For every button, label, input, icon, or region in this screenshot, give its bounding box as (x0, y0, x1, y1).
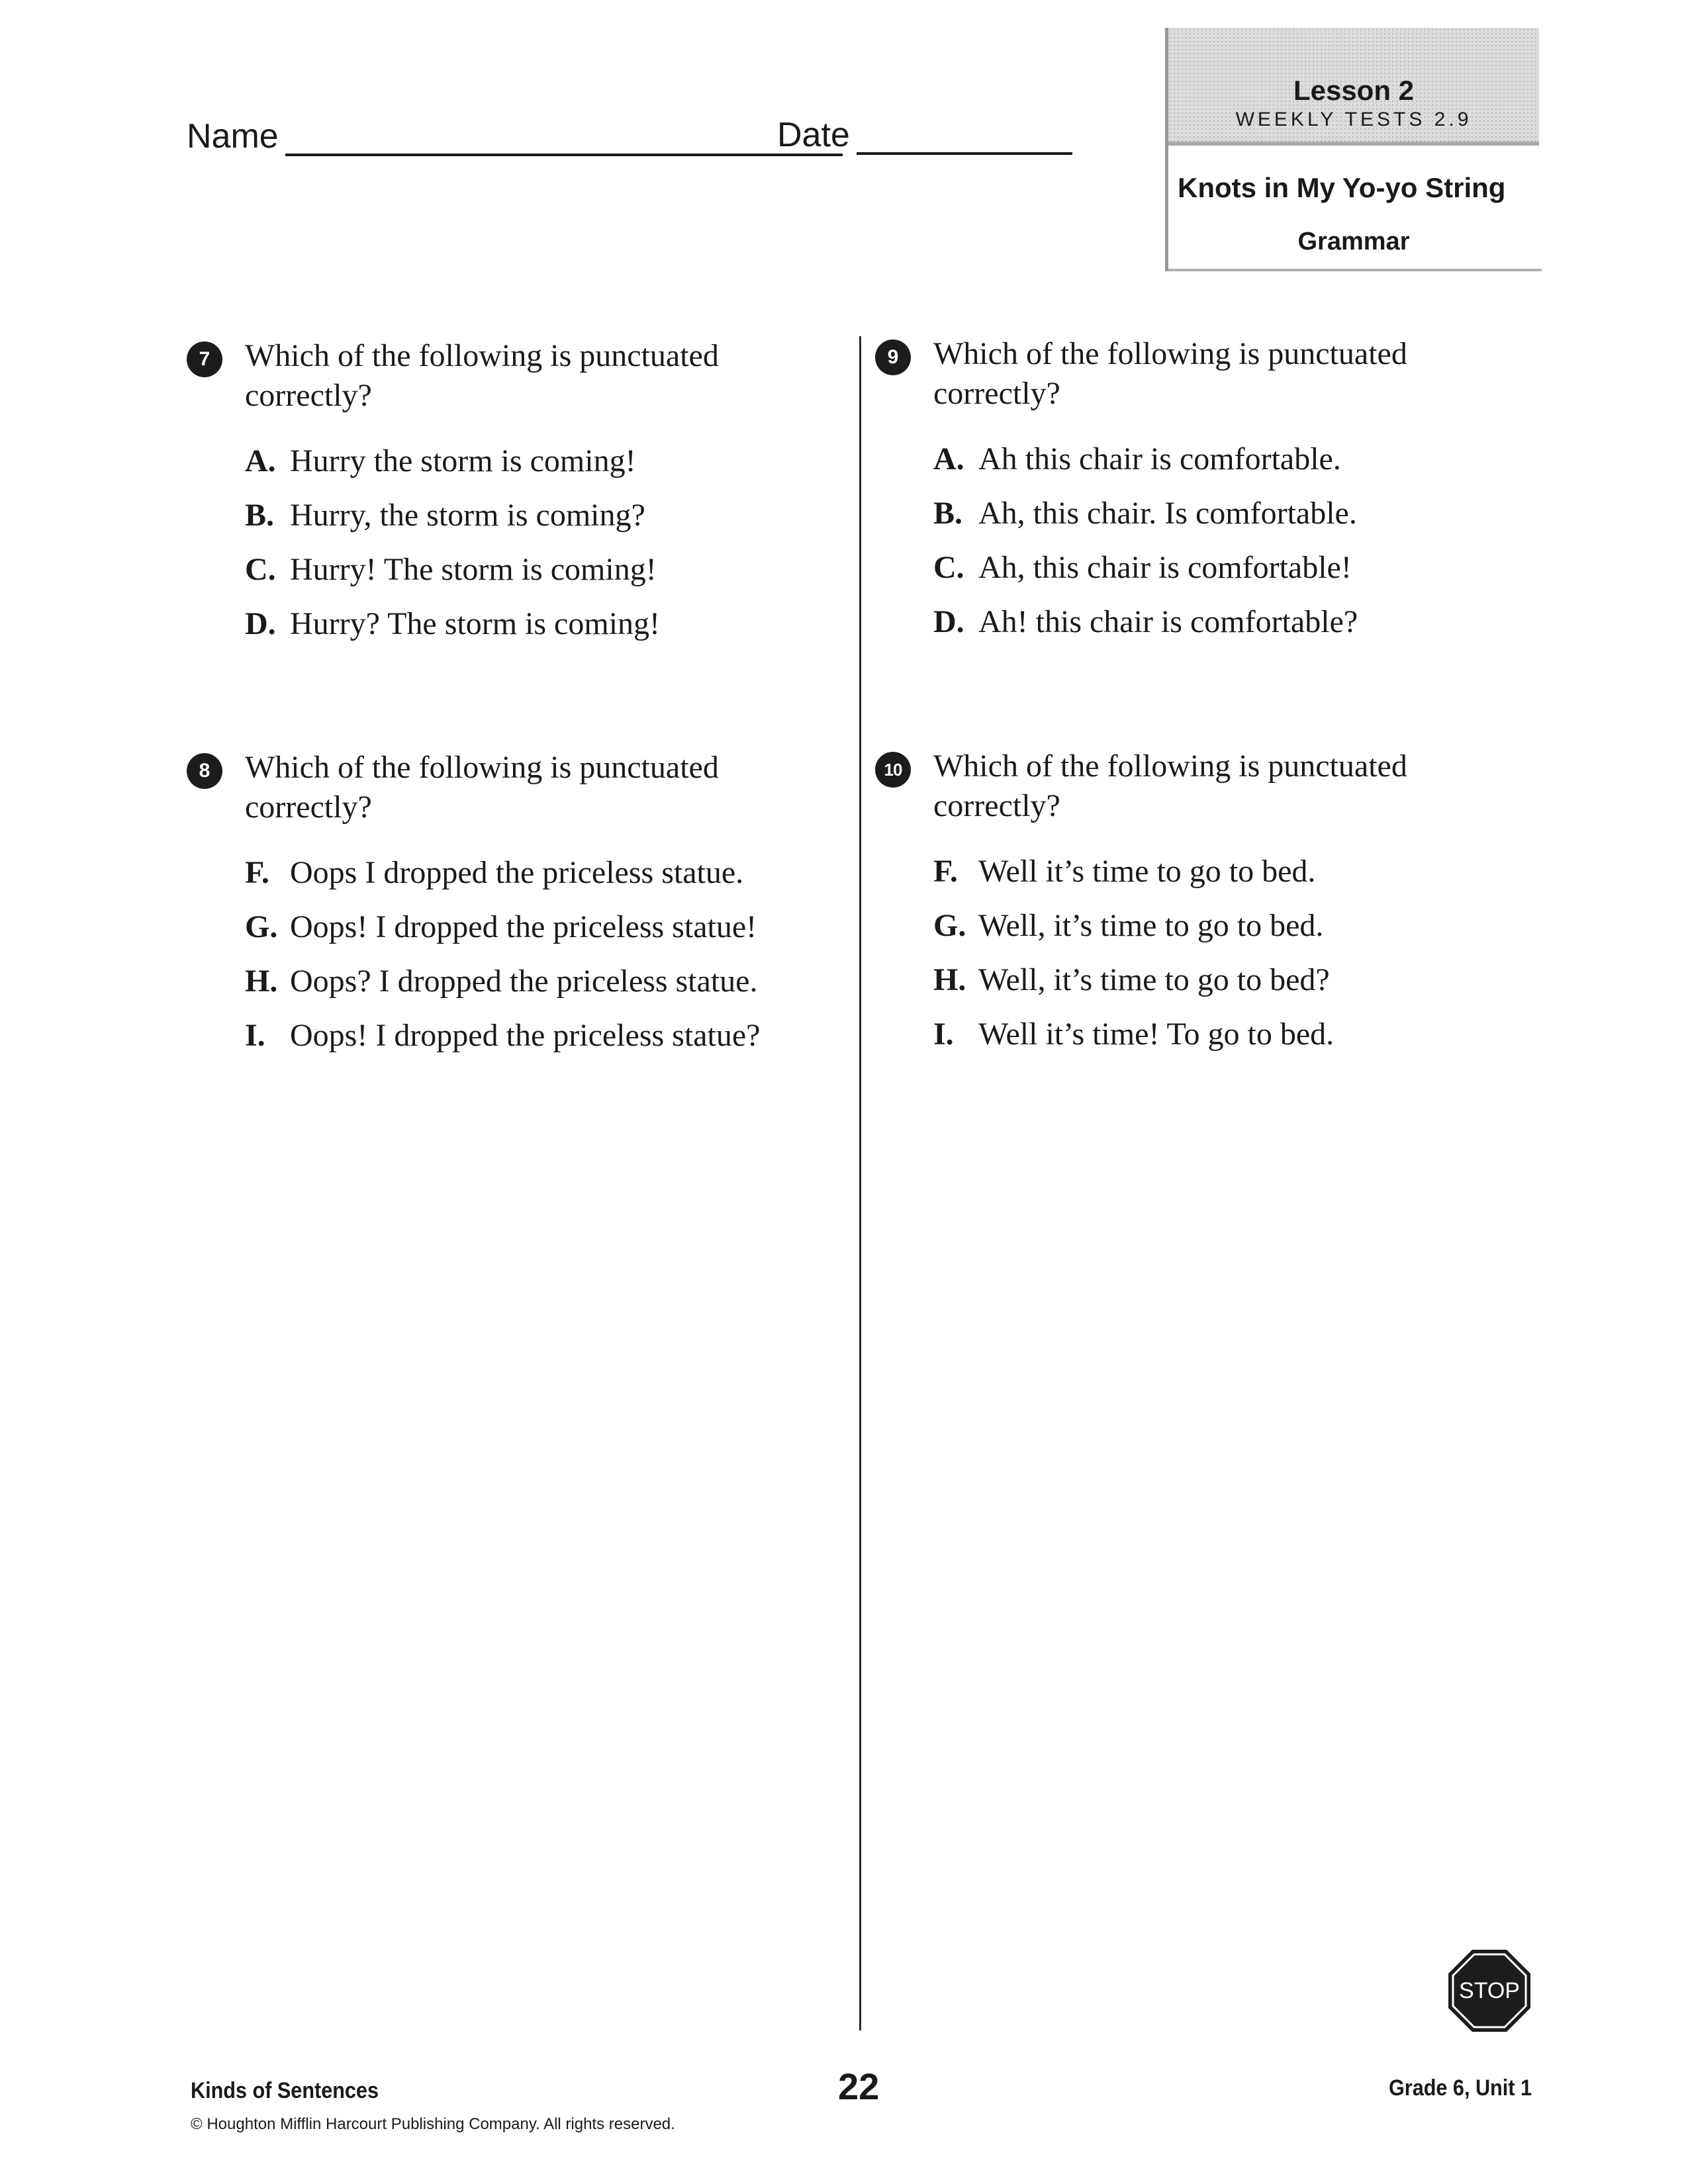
question-prompt: Which of the following is punctuated correctly? (933, 749, 1407, 823)
section-label: Grammar (1297, 228, 1410, 255)
answer-options (933, 432, 1511, 649)
answer-option-h[interactable]: H. Well, it’s time to go to bed? (933, 962, 1330, 997)
lesson-info-box (1165, 28, 1539, 271)
question-number-badge: 10 (875, 752, 911, 788)
lesson-header-band (1168, 28, 1539, 146)
question-number-badge: 7 (187, 341, 222, 377)
lesson-box-rule (1168, 269, 1542, 271)
question-number-badge: 9 (875, 340, 911, 375)
answer-option-g[interactable]: G. Well, it’s time to go to bed. (933, 908, 1324, 943)
answer-option-d[interactable]: D. Hurry? The storm is coming! (245, 606, 661, 641)
question-prompt: Which of the following is punctuated correctly? (245, 338, 719, 413)
answer-option-i[interactable]: I. Well it’s time! To go to bed. (933, 1017, 1335, 1052)
answer-option-f[interactable]: F. Well it’s time to go to bed. (933, 854, 1316, 889)
stop-sign-icon (1447, 1948, 1532, 2033)
answer-option-b[interactable]: B. Ah, this chair. Is comfortable. (933, 496, 1357, 531)
question-9 (875, 334, 1511, 649)
question-number-badge: 8 (187, 753, 222, 789)
question-prompt: Which of the following is punctuated correctly? (245, 750, 719, 825)
question-prompt: Which of the following is punctuated correctly? (933, 336, 1407, 411)
answer-option-f[interactable]: F. Oops I dropped the priceless statue. (245, 855, 744, 890)
footer-grade: Grade 6, Unit 1 (1389, 2075, 1532, 2101)
answer-option-c[interactable]: C. Ah, this chair is comfortable! (933, 550, 1352, 585)
answer-option-a[interactable]: A. Ah this chair is comfortable. (933, 441, 1341, 477)
name-label: Name (187, 117, 279, 156)
question-8 (187, 748, 822, 1063)
page-number: 22 (838, 2066, 880, 2107)
date-input-line[interactable] (857, 124, 1072, 155)
column-divider (859, 336, 861, 2030)
date-label: Date (777, 116, 850, 154)
answer-options (245, 434, 822, 651)
footer-title: Kinds of Sentences (191, 2078, 379, 2103)
copyright: © Houghton Mifflin Harcourt Publishing Company. All rights reserved. (191, 2115, 675, 2133)
name-field (187, 116, 843, 156)
answer-option-b[interactable]: B. Hurry, the storm is coming? (245, 498, 645, 533)
answer-option-i[interactable]: I. Oops! I dropped the priceless statue? (245, 1018, 761, 1053)
lesson-title: Lesson 2 (1293, 75, 1415, 106)
question-10 (875, 747, 1511, 1062)
story-title: Knots in My Yo-yo String (1178, 172, 1506, 203)
date-field (777, 115, 1072, 155)
answer-option-d[interactable]: D. Ah! this chair is comfortable? (933, 604, 1358, 639)
answer-option-g[interactable]: G. Oops! I dropped the priceless statue! (245, 909, 757, 944)
stop-sign-label: STOP (1459, 1978, 1520, 2003)
answer-options (245, 846, 822, 1063)
answer-options (933, 844, 1511, 1062)
name-input-line[interactable] (285, 126, 843, 156)
answer-option-a[interactable]: A. Hurry the storm is coming! (245, 443, 636, 478)
answer-option-c[interactable]: C. Hurry! The storm is coming! (245, 552, 657, 587)
answer-option-h[interactable]: H. Oops? I dropped the priceless statue. (245, 964, 758, 999)
question-7 (187, 336, 822, 651)
lesson-subtitle: WEEKLY TESTS 2.9 (1235, 109, 1472, 130)
